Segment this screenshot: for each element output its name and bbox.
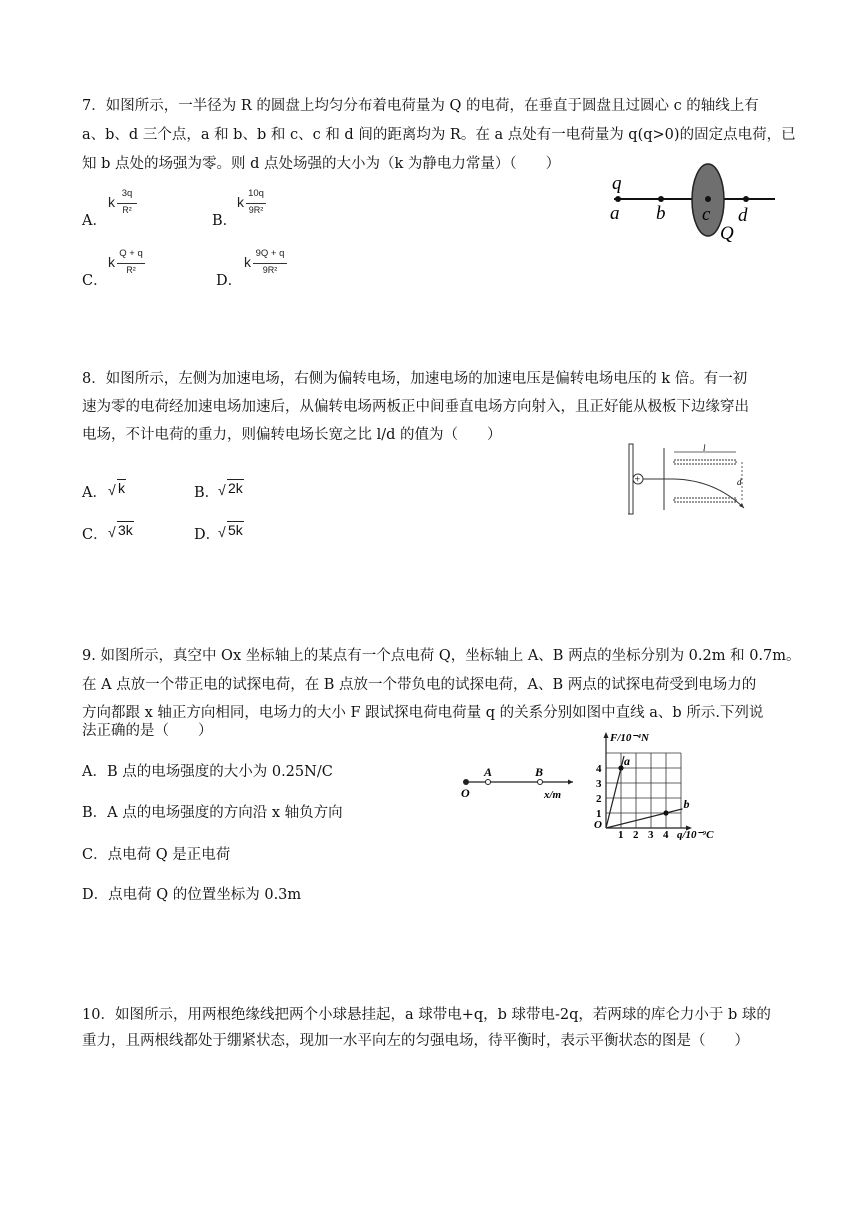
upper-plate bbox=[674, 460, 736, 464]
q7-line-1: 7．如图所示，一半径为 R 的圆盘上均匀分布着电荷量为 Q 的电荷，在垂直于圆盘且过圆心 c 的轴线上有 bbox=[82, 98, 759, 114]
x-axis-label: q/10⁻⁹C bbox=[677, 829, 714, 840]
q7-disk-figure bbox=[600, 162, 790, 244]
label-c: c bbox=[702, 204, 711, 225]
lower-plate bbox=[674, 498, 736, 502]
series-label-a: a bbox=[624, 754, 630, 768]
q8-line-1: 8．如图所示，左侧为加速电场，右侧为偏转电场，加速电场的加速电压是偏转电场电压的 k 倍。有一初 bbox=[82, 371, 748, 387]
q7-option-d-letter: D． bbox=[216, 273, 243, 289]
y-tick-label: 3 bbox=[596, 778, 602, 790]
x-tick-label: 3 bbox=[648, 829, 654, 840]
origin-dot bbox=[463, 779, 469, 785]
point-b bbox=[658, 196, 664, 202]
label-d: d bbox=[738, 205, 748, 226]
label-d: d bbox=[737, 477, 742, 487]
q9-f-q-chart bbox=[590, 728, 740, 840]
x-axis-arrow bbox=[568, 780, 573, 785]
series-label-b: b bbox=[683, 796, 690, 811]
y-axis-label: F/10⁻⁴N bbox=[610, 732, 649, 744]
point-a bbox=[615, 196, 621, 202]
q8-line-3: 电场，不计电荷的重力，则偏转电场长宽之比 l/d 的值为（ ） bbox=[82, 427, 502, 443]
label-l: l bbox=[703, 443, 706, 453]
x-tick-label: 4 bbox=[663, 829, 669, 840]
y-tick-label: 2 bbox=[596, 793, 602, 805]
point-A bbox=[486, 780, 491, 785]
series-line-b bbox=[606, 809, 683, 828]
q7-option-a-letter: A． bbox=[82, 213, 107, 229]
point-d bbox=[743, 196, 749, 202]
q9-line-4: 法正确的是（ ） bbox=[82, 723, 213, 739]
point-c bbox=[705, 196, 711, 202]
label-B: B bbox=[535, 765, 544, 779]
q8-deflection-figure bbox=[620, 440, 760, 520]
q8-option-b-letter: B． bbox=[194, 485, 220, 501]
accel-plate bbox=[629, 444, 633, 514]
q9-line-2: 在 A 点放一个带正电的试探电荷，在 B 点放一个带负电的试探电荷，A、B 两点的试探电荷受到电场力的 bbox=[82, 677, 757, 693]
q9-option-d: D．点电荷 Q 的位置坐标为 0.3m bbox=[82, 887, 302, 903]
q7-line-2: a、b、d 三个点，a 和 b、b 和 c、c 和 d 间的距离均为 R。在 a 点处有一电荷量为 q(q>0)的固定点电荷，已 bbox=[82, 127, 796, 143]
q8-option-c-letter: C． bbox=[82, 527, 108, 543]
label-O: O bbox=[461, 786, 470, 800]
q9-axis-figure bbox=[455, 762, 580, 802]
trajectory bbox=[643, 479, 744, 508]
label-Q: Q bbox=[720, 223, 734, 244]
y-tick-label: 4 bbox=[596, 763, 602, 775]
charge-sign: + bbox=[634, 474, 641, 486]
q7-option-c-letter: C． bbox=[82, 273, 108, 289]
q10-line-1: 10．如图所示，用两根绝缘线把两个小球悬挂起，a 球带电+q，b 球带电-2q，若两球的库仑力小于 b 球的 bbox=[82, 1007, 771, 1023]
x-tick-label: 2 bbox=[633, 829, 639, 840]
label-a: a bbox=[610, 203, 620, 224]
x-tick-label: 1 bbox=[618, 829, 624, 840]
series-point-b bbox=[663, 810, 668, 815]
q9-option-c: C．点电荷 Q 是正电荷 bbox=[82, 847, 231, 863]
point-B bbox=[538, 780, 543, 785]
q8-option-d-letter: D． bbox=[194, 527, 221, 543]
q8-option-a-letter: A． bbox=[82, 485, 107, 501]
y-axis-arrow bbox=[604, 732, 609, 738]
chart-marks bbox=[596, 754, 690, 840]
label-b: b bbox=[656, 203, 666, 224]
q9-option-a: A．B 点的电场强度的大小为 0.25N/C bbox=[82, 764, 333, 780]
q8-line-2: 速为零的电荷经加速电场加速后，从偏转电场两板正中间垂直电场方向射入，且正好能从极板下边缘穿出 bbox=[82, 399, 749, 415]
series-point-a bbox=[618, 765, 623, 770]
q7-option-b-letter: B． bbox=[212, 213, 238, 229]
origin-label: O bbox=[594, 819, 602, 831]
q9-option-b: B．A 点的电场强度的方向沿 x 轴负方向 bbox=[82, 805, 343, 821]
label-A: A bbox=[484, 765, 493, 779]
label-xm: x/m bbox=[544, 789, 562, 801]
label-q: q bbox=[612, 173, 622, 194]
q7-line-3: 知 b 点处的场强为零。则 d 点处场强的大小为（k 为静电力常量）（ ） bbox=[82, 156, 561, 172]
y-tick-label: 1 bbox=[596, 808, 602, 820]
q9-line-3: 方向都跟 x 轴正方向相同，电场力的大小 F 跟试探电荷电荷量 q 的关系分别如图中直线 a、b 所示.下列说 bbox=[82, 705, 764, 721]
q9-line-1: 9. 如图所示，真空中 Ox 坐标轴上的某点有一个点电荷 Q，坐标轴上 A、B 两点的坐标分别为 0.2m 和 0.7m。 bbox=[82, 648, 801, 664]
chart-grid bbox=[606, 753, 681, 828]
q10-line-2: 重力，且两根线都处于绷紧状态，现加一水平向左的匀强电场，待平衡时，表示平衡状态的图是（ ） bbox=[82, 1033, 749, 1049]
